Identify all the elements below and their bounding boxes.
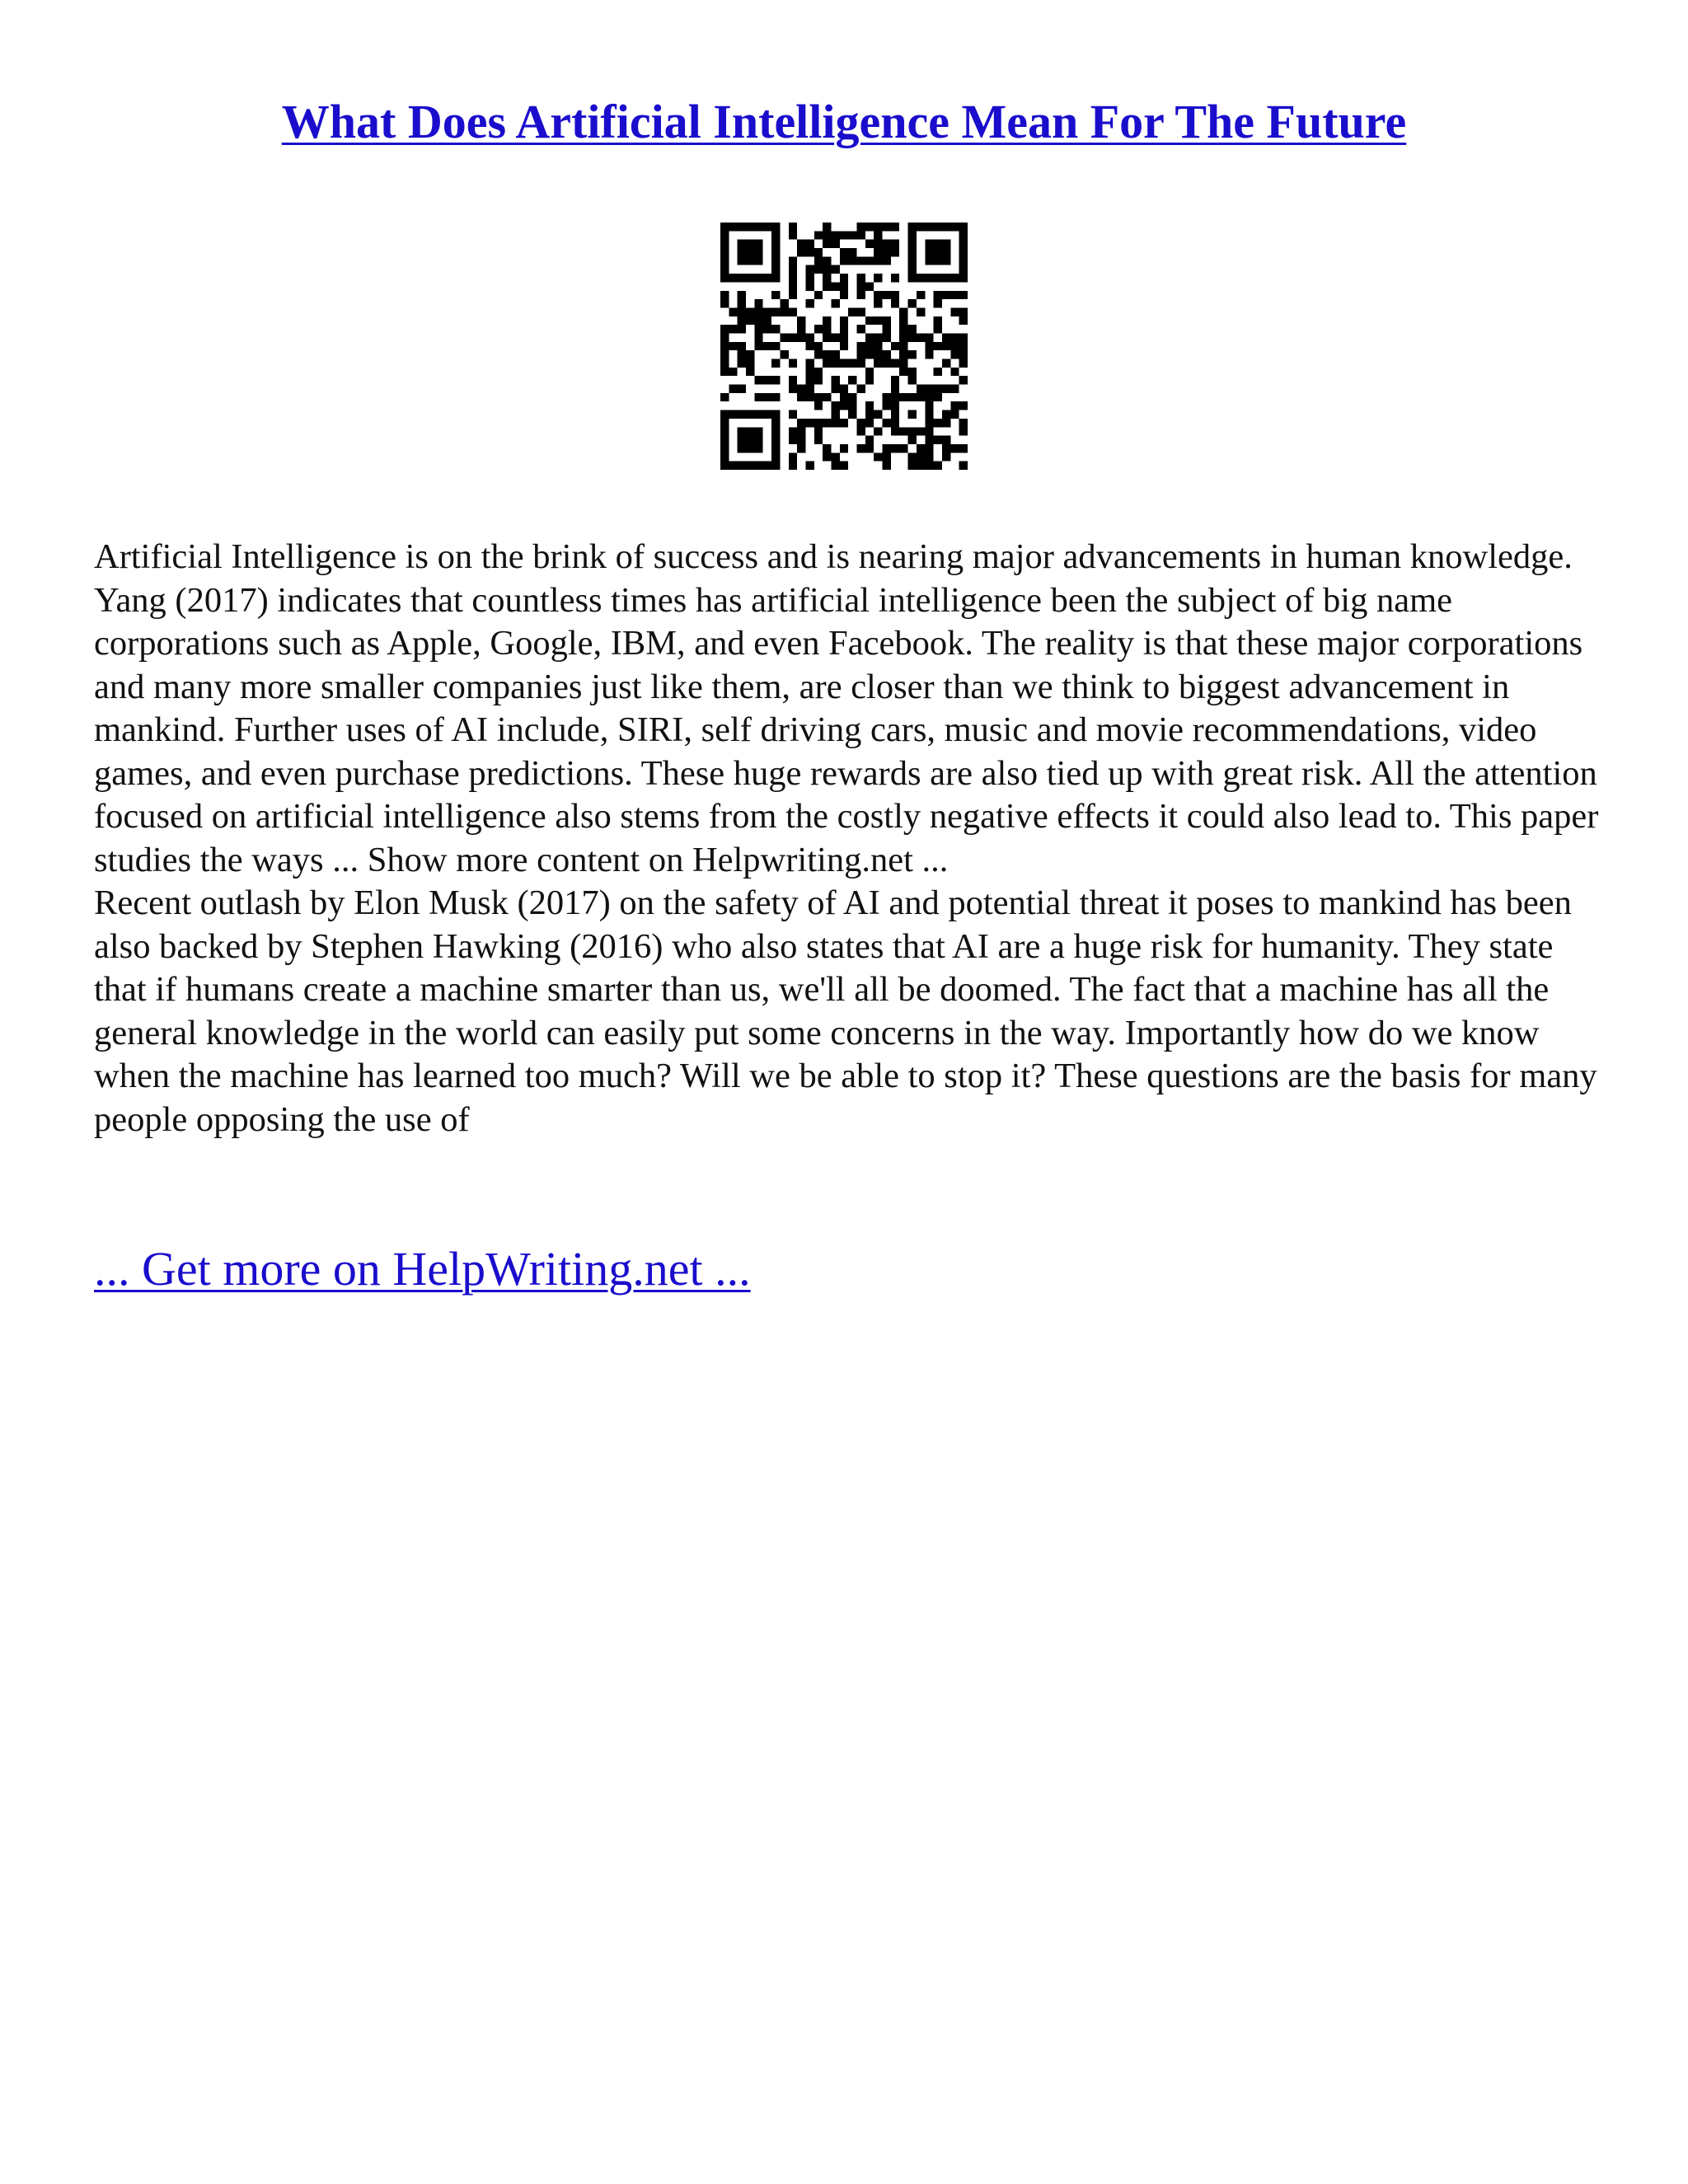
qr-code-icon (720, 223, 968, 470)
title-link[interactable]: What Does Artificial Intelligence Mean For The Future (281, 95, 1407, 148)
paragraph-2: Recent outlash by Elon Musk (2017) on the safety of AI and potential threat it poses to mankind has been also backed by Stephen Hawking (2016) who also states that AI are a huge risk for humanity. They state that if humans create a machine smarter than us, we'll all be doomed. The fact that a machine has all the general knowledge in the world can easily put some concerns in the way. Importantly how do we know when the machine has learned too much? Will we be able to stop it? These questions are the basis for many people opposing the use of (94, 883, 1597, 1139)
get-more-link-container (94, 1236, 751, 1302)
paragraph-1: Artificial Intelligence is on the brink of success and is nearing major advancements in human knowledge. Yang (2017) indicates that countless times has artificial intelligence been the subject of big name corporations such as Apple, Google, IBM, and even Facebook. The reality is that these major corporations and many more smaller companies just like them, are closer than we think to biggest advancement in mankind. Further uses of AI include, SIRI, self driving cars, music and movie recommendations, video games, and even purchase predictions. These huge rewards are also tied up with great risk. All the attention focused on artificial intelligence also stems from the costly negative effects it could also lead to. This paper studies the ways ... Show more content on Helpwriting.net ... (94, 537, 1599, 879)
article-body (94, 536, 1602, 1141)
document-title (0, 89, 1688, 155)
get-more-link[interactable]: ... Get more on HelpWriting.net ... (94, 1242, 751, 1296)
